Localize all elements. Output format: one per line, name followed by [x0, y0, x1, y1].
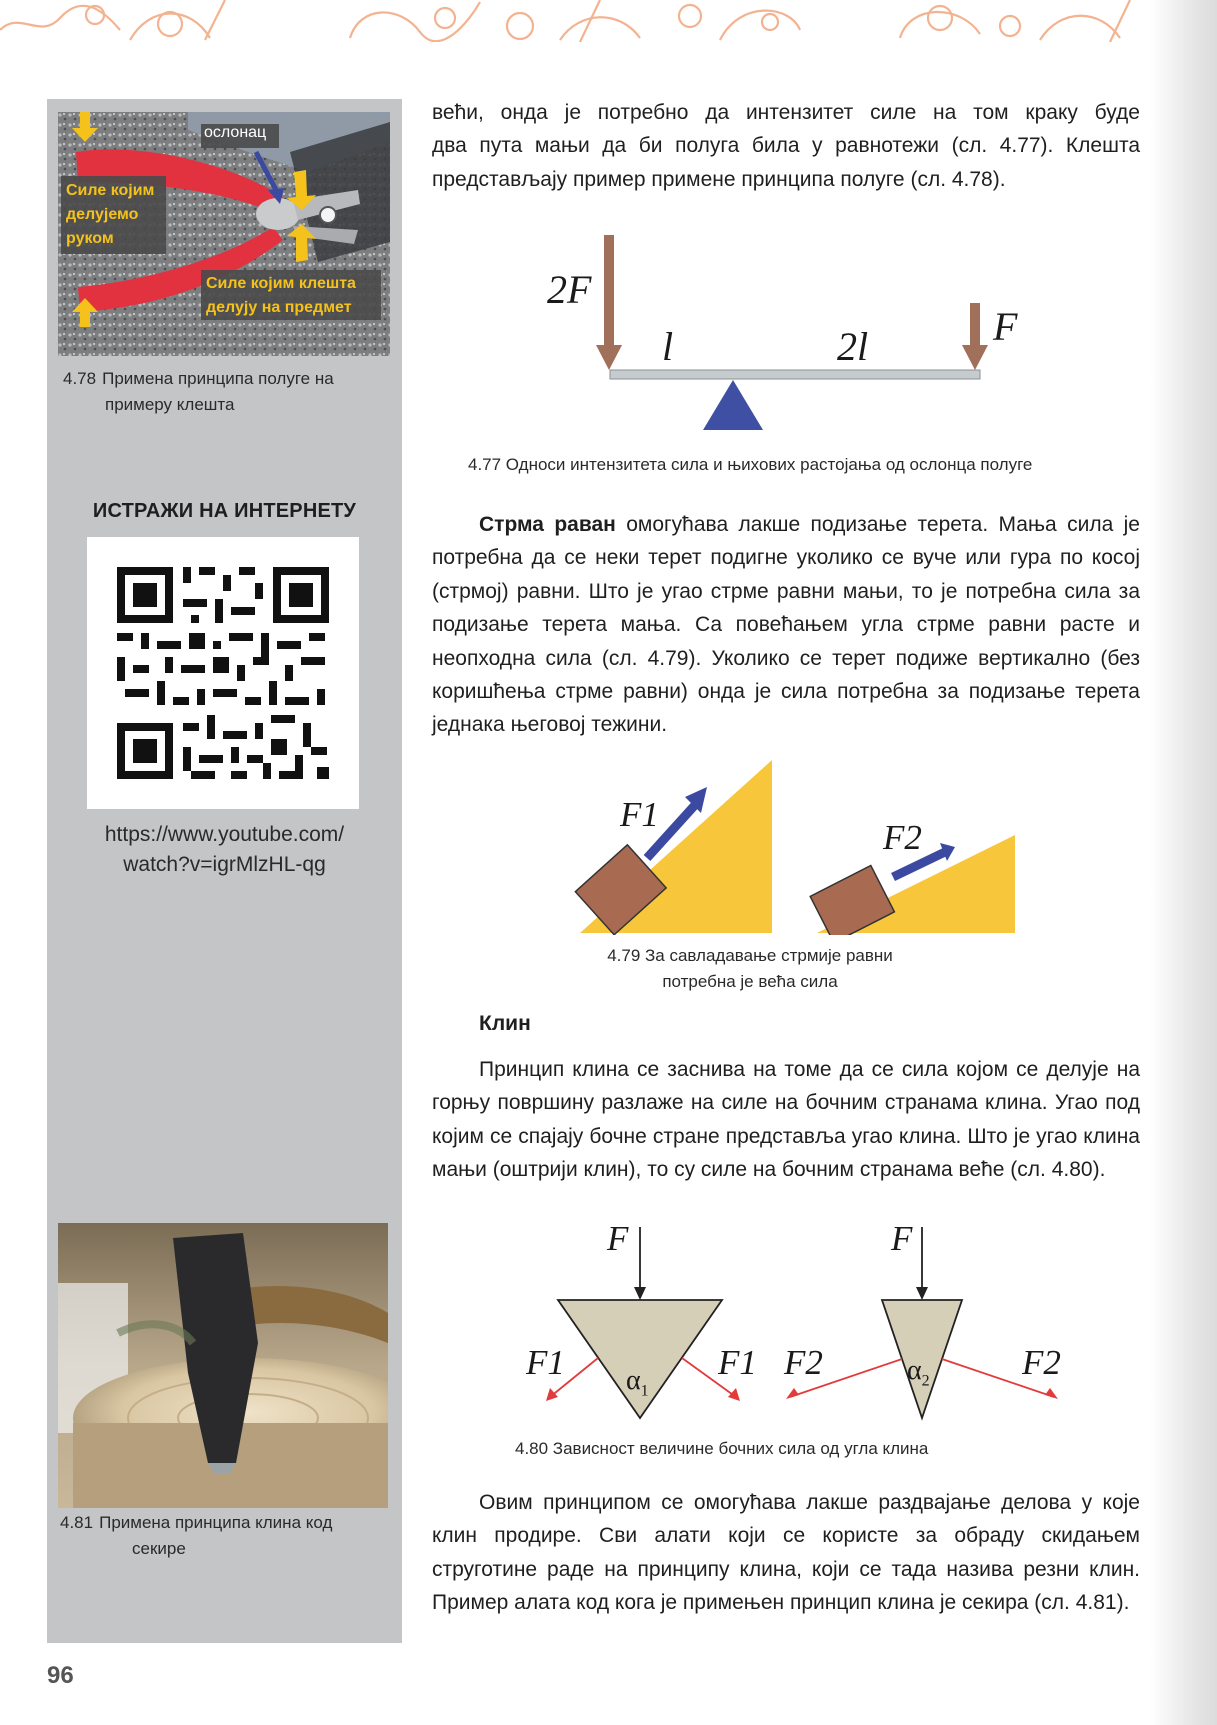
arm-l-label: l	[662, 324, 674, 369]
incline-diagram	[555, 755, 1035, 935]
wedge1-force-F-label: F	[607, 1219, 629, 1258]
youtube-link[interactable]	[47, 820, 402, 880]
final-paragraph	[432, 1486, 1140, 1620]
final-text: Овим принципом се омогућава лакше раздвајање делова у које клин продире. Сви алати који се користе за обраду скидањем струготине раде на принципу клина, који се тада назива резни клин. Пример алата код кога је примењен принцип клина је секира (сл. 4.81).	[432, 1491, 1140, 1615]
caption-number: 4.78	[63, 369, 97, 388]
caption-fig-4-80: 4.80 Зависност величине бочних сила од угла клина	[515, 1439, 929, 1458]
qr-code[interactable]	[87, 537, 359, 809]
caption-fig-4-77: 4.77 Односи интензитета сила и њихових растојања од ослонца полуге	[468, 455, 1033, 474]
explore-online-title: ИСТРАЖИ НА ИНТЕРНЕТУ	[92, 500, 357, 522]
alpha1-symbol: α	[626, 1365, 641, 1396]
force-F2-label: F2	[883, 818, 922, 857]
alpha2-subscript: 2	[921, 1372, 930, 1390]
pliers-photo	[58, 112, 390, 356]
wedge2-F2-right-label: F2	[1022, 1343, 1061, 1382]
fulcrum-label: ослонац	[204, 124, 267, 141]
caption-text-line2: секире	[132, 1539, 186, 1558]
wedge1-F1-right-label: F1	[718, 1343, 757, 1382]
plier-force-label	[206, 272, 356, 320]
alpha2-symbol: α	[907, 1355, 922, 1386]
caption-fig-4-78	[63, 366, 398, 418]
page-edge-shadow	[1150, 0, 1217, 1725]
intro-paragraph	[432, 96, 1140, 196]
incline-paragraph	[432, 508, 1140, 742]
caption-number: 4.81	[60, 1513, 94, 1532]
incline-text: омогућава лакше подизање терета. Мања сила је потребна да се неки терет подигне уколико се вуче или гура по косој (стрмој) равни. Што је угао стрме равни мањи, то је потребна сила за подизање терета мања. Са повећањем угла стрме равни расте и неопходна сила (сл. 4.79). Уколико се терет подиже вертикално (без коришћења стрме равни) онда је сила потребна за подизање терета једнака његовој тежини.	[432, 513, 1140, 737]
caption-text-line1: Примена принципа клина код	[99, 1513, 333, 1532]
lever-diagram	[530, 225, 1050, 435]
caption-line2: потребна је већа сила	[662, 972, 838, 991]
caption-text-line2: примеру клешта	[105, 395, 235, 414]
youtube-link-line2[interactable]: watch?v=igrMlzHL-qg	[123, 853, 326, 876]
force-F1-label: F1	[620, 795, 659, 834]
page-number: 96	[47, 1662, 74, 1689]
youtube-link-line1[interactable]: https://www.youtube.com/	[104, 823, 345, 846]
caption-fig-4-81	[60, 1510, 400, 1562]
plier-force-label-line2: делују на предмет	[206, 299, 352, 316]
incline-term: Стрма раван	[479, 513, 616, 536]
force-F-label: F	[993, 304, 1018, 349]
intro-line-1: већи, онда је потребно да интензитет силе на том краку буде	[432, 101, 1140, 124]
wedge-diagram	[520, 1225, 1080, 1425]
wedge2-F2-left-label: F2	[784, 1343, 823, 1382]
wedge1-angle-label	[626, 1365, 649, 1401]
hand-force-label-line1: Силе којим	[66, 182, 155, 199]
wedge-paragraph	[432, 1053, 1140, 1187]
qr-code-image	[87, 537, 359, 809]
ornament-band	[0, 0, 1217, 42]
arm-2l-label: 2l	[837, 324, 869, 369]
caption-text-line1: Примена принципа полуге на	[102, 369, 334, 388]
intro-line-3: представљају пример примене принципа полуге (сл. 4.78).	[432, 167, 1006, 191]
hand-force-label-line2: делујемо	[66, 206, 139, 223]
axe-illustration	[58, 1223, 388, 1508]
intro-line-2: два пута мањи да би полуга била у равнотежи (сл. 4.77). Клешта	[432, 134, 1140, 158]
caption-fig-4-79	[590, 943, 910, 995]
wedge1-F1-left-label: F1	[526, 1343, 565, 1382]
alpha1-subscript: 1	[640, 1382, 649, 1400]
hand-force-label-line3: руком	[66, 230, 114, 247]
wedge-text: Принцип клина се заснива на томе да се сила којом се делује на горњу површину разлаже на силе на бочним странама клина. Угао под којим се спајају бочне стране представља угао клина. Што је угао клина мањи (оштрији клин), то су силе на бочним странама веће (сл. 4.80).	[432, 1058, 1140, 1182]
wedge2-angle-label	[907, 1355, 930, 1391]
caption-line1: 4.79 За савладавање стрмије равни	[607, 946, 893, 965]
axe-photo	[58, 1223, 388, 1508]
hand-force-label	[66, 179, 154, 251]
wedge2-force-F-label: F	[891, 1219, 913, 1258]
plier-force-label-line1: Силе којим клешта	[206, 275, 356, 292]
wedge-heading: Клин	[479, 1012, 531, 1035]
force-2F-label: 2F	[547, 267, 592, 312]
